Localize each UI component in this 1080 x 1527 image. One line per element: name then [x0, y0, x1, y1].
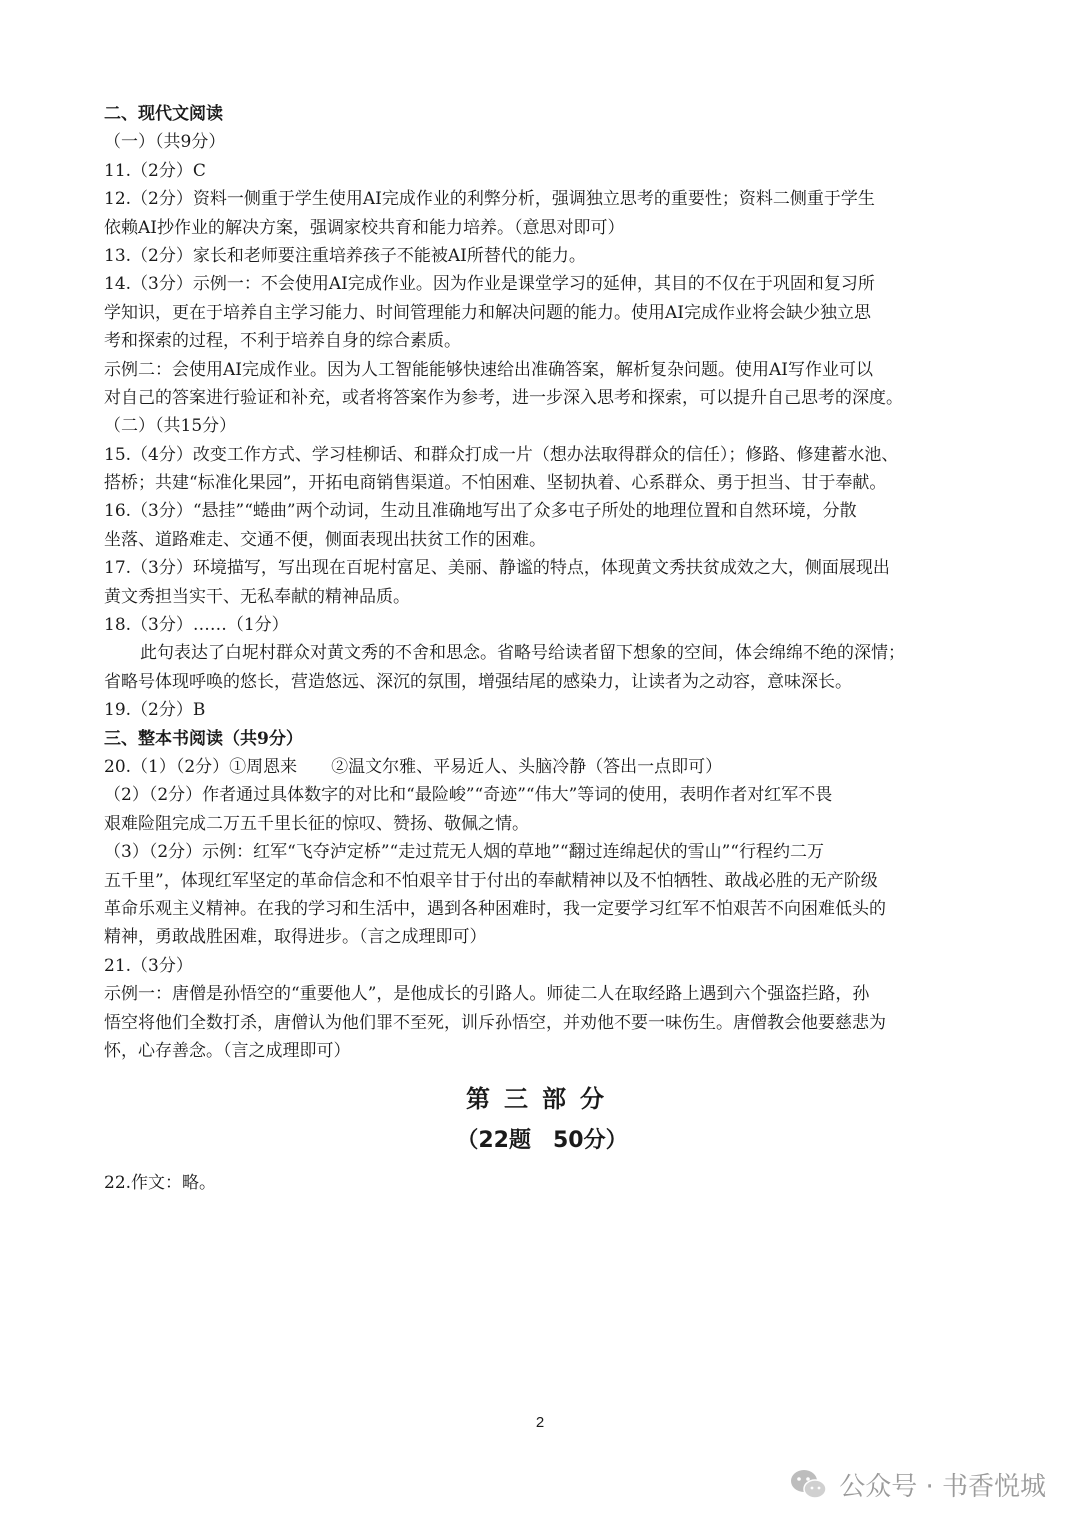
- answer-line: 20.（1）（2分）①周恩来 ②温文尔雅、平易近人、头脑冷静（答出一点即可）: [104, 756, 723, 777]
- answer-line: 精神，勇敢战胜困难，取得进步。（言之成理即可）: [104, 927, 487, 948]
- answer-line: 黄文秀担当实干、无私奉献的精神品质。: [104, 586, 410, 607]
- answer-line: （二）（共15分）: [104, 416, 237, 437]
- answer-line: 艰难险阻完成二万五千里长征的惊叹、赞扬、敬佩之情。: [104, 813, 529, 834]
- answer-lines: [104, 100, 980, 1065]
- essay-answer: 22.作文：略。: [104, 1173, 217, 1194]
- answer-sheet: [104, 100, 980, 1198]
- answer-line: 示例二：会使用AI完成作业。因为人工智能能够快速给出准确答案，解析复杂问题。使用AI写作业可以: [104, 359, 873, 380]
- answer-line: 坐落、道路难走、交通不便，侧面表现出扶贫工作的困难。: [104, 529, 546, 550]
- answer-line: 11.（2分）C: [104, 160, 206, 181]
- answer-line: 学知识，更在于培养自主学习能力、时间管理能力和解决问题的能力。使用AI完成作业将会缺少独立思: [104, 302, 871, 323]
- answer-line: 19.（2分）B: [104, 700, 206, 721]
- page-number: 2: [535, 1414, 545, 1431]
- answer-line: 依赖AI抄作业的解决方案，强调家校共育和能力培养。（意思对即可）: [104, 217, 625, 238]
- watermark: [789, 1466, 1046, 1503]
- section-heading: 三、整本书阅读（共9分）: [104, 728, 303, 749]
- answer-line: 17.（3分）环境描写，写出现在百坭村富足、美丽、静谧的特点，体现黄文秀扶贫成效之大，侧面展现出: [104, 558, 890, 579]
- watermark-text: 公众号 · 书香悦城: [839, 1472, 1046, 1502]
- answer-line: 21.（3分）: [104, 955, 193, 976]
- answer-line: （一）（共9分）: [104, 132, 226, 153]
- answer-line: 此句表达了白坭村群众对黄文秀的不舍和思念。省略号给读者留下想象的空间，体会绵绵不绝的深情；: [140, 643, 905, 664]
- answer-line: 12.（2分）资料一侧重于学生使用AI完成作业的利弊分析，强调独立思考的重要性；资料二侧重于学生: [104, 189, 875, 210]
- answer-line: 五千里”，体现红军坚定的革命信念和不怕艰辛甘于付出的奉献精神以及不怕牺牲、敢战必胜的无产阶级: [104, 870, 878, 891]
- section-heading: 二、现代文阅读: [104, 104, 223, 124]
- answer-line: 15.（4分）改变工作方式、学习桂柳话、和群众打成一片（想办法取得群众的信任）；修路、修建蓄水池、: [104, 444, 899, 465]
- answer-line: 18.（3分）……（1分）: [104, 615, 289, 636]
- answer-line: （3）（2分）示例：红军“飞夺泸定桥”“走过荒无人烟的草地”“翻过连绵起伏的雪山”“行程约二万: [104, 842, 824, 863]
- answer-line: 对自己的答案进行验证和补充，或者将答案作为参考，进一步深入思考和探索，可以提升自己思考的深度。: [104, 387, 903, 408]
- answer-line: 革命乐观主义精神。在我的学习和生活中，遇到各种困难时，我一定要学习红军不怕艰苦不向困难低头的: [104, 898, 886, 919]
- answer-line: （2）（2分）作者通过具体数字的对比和“最险峻”“奇迹”“伟大”等词的使用，表明作者对红军不畏: [104, 785, 833, 806]
- answer-line: 悟空将他们全数打杀，唐僧认为他们罪不至死，训斥孙悟空，并劝他不要一味伤生。唐僧教会他要慈悲为: [104, 1012, 886, 1033]
- answer-line: 搭桥；共建“标准化果园”，开拓电商销售渠道。不怕困难、坚韧执着、心系群众、勇于担当、甘于奉献。: [104, 473, 887, 494]
- answer-line: 13.（2分）家长和老师要注重培养孩子不能被AI所替代的能力。: [104, 245, 586, 266]
- answer-line: 省略号体现呼唤的悠长，营造悠远、深沉的氛围，增强结尾的感染力，让读者为之动容，意味深长。: [104, 671, 852, 692]
- part-subtitle: （22题 50分）: [456, 1128, 628, 1154]
- part-title: 第三部分: [466, 1085, 618, 1114]
- answer-line: 示例一：唐僧是孙悟空的“重要他人”，是他成长的引路人。师徒二人在取经路上遇到六个强盗拦路，孙: [104, 984, 870, 1005]
- answer-line: 14.（3分）示例一：不会使用AI完成作业。因为作业是课堂学习的延伸，其目的不仅在于巩固和复习所: [104, 274, 875, 295]
- answer-line: 16.（3分）“悬挂”“蜷曲”两个动词，生动且准确地写出了众多屯子所处的地理位置和自然环境，分散: [104, 501, 857, 522]
- answer-line: 考和探索的过程，不利于培养自身的综合素质。: [104, 331, 461, 352]
- wechat-icon: [789, 1468, 829, 1502]
- answer-line: 怀，心存善念。（言之成理即可）: [104, 1040, 351, 1061]
